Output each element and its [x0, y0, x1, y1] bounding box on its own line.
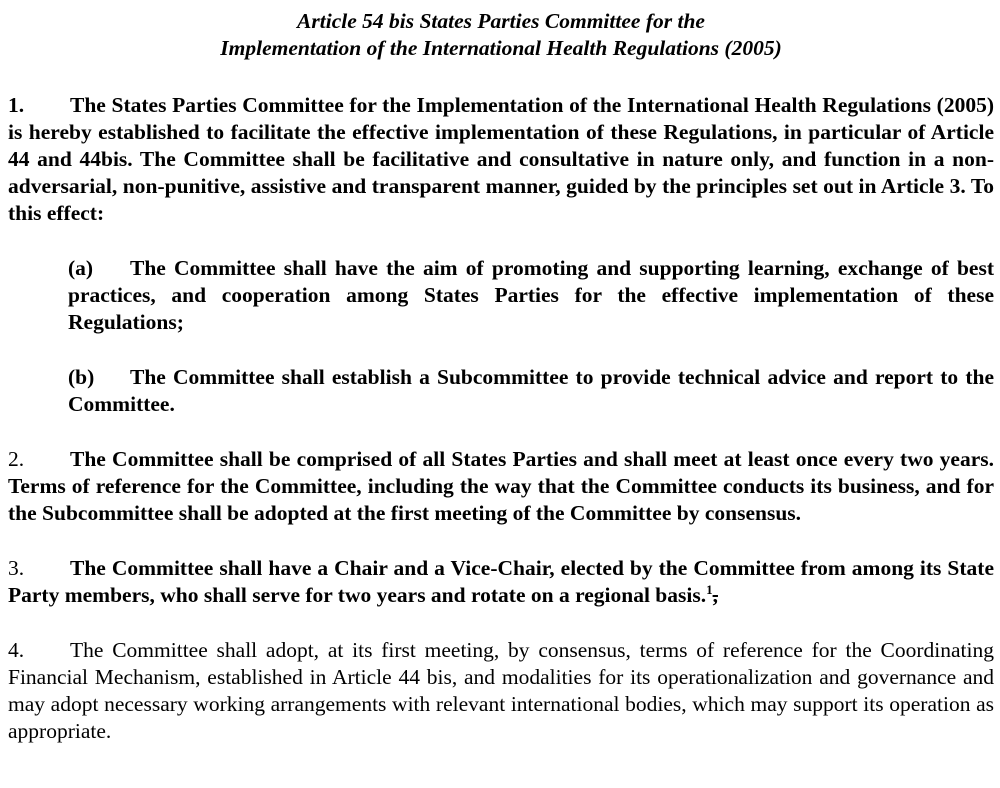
- subparagraph-b: [68, 364, 994, 418]
- paragraph-1-number: 1.: [8, 93, 25, 117]
- paragraph-1-text: The States Parties Committee for the Implementation of the International Health Regulations (2005) is hereby established to facilitate the effective implementation of these Regulations, in particular of Article 44 and 44bis. The Committee shall be facilitative and consultative in nature only, and function in a non-adversarial, non-punitive, assistive and transparent manner, guided by the principles set out in Article 3. To this effect:: [8, 93, 994, 225]
- paragraph-2-number: 2.: [8, 447, 25, 471]
- struck-comma: ,: [712, 583, 718, 607]
- paragraph-4-number: 4.: [8, 638, 25, 662]
- paragraph-4-text: The Committee shall adopt, at its first meeting, by consensus, terms of reference for the Coordinating Financial Mechanism, established in Article 44 bis, and modalities for its operationalization and governance and may adopt necessary working arrangements with relevant international bodies, which may support its operation as appropriate.: [8, 638, 994, 743]
- paragraph-3-text: The Committee shall have a Chair and a Vice-Chair, elected by the Committee from among its State Party members, who shall serve for two years and rotate on a regional basis.: [8, 556, 994, 607]
- paragraph-4: [8, 637, 994, 745]
- paragraph-3-number: 3.: [8, 556, 25, 580]
- paragraph-3: [8, 555, 994, 609]
- paragraph-2-text: The Committee shall be comprised of all States Parties and shall meet at least once every two years. Terms of reference for the Committee, including the way that the Committee conducts its business, and for the Subcommittee shall be adopted at the first meeting of the Committee by consensus.: [8, 447, 994, 525]
- subparagraph-a: [68, 255, 994, 336]
- article-title-line-1: Article 54 bis States Parties Committee for the: [297, 9, 705, 33]
- subparagraph-a-text: The Committee shall have the aim of promoting and supporting learning, exchange of best practices, and cooperation among States Parties for the effective implementation of these Regulations;: [68, 256, 994, 334]
- article-title-line-2: Implementation of the International Health Regulations (2005): [220, 36, 782, 60]
- paragraph-2: [8, 446, 994, 527]
- document-page: [8, 8, 994, 745]
- subparagraph-b-number: (b): [68, 365, 95, 389]
- footnote-marker[interactable]: 1: [706, 581, 713, 597]
- subparagraph-a-number: (a): [68, 256, 94, 280]
- paragraph-1: [8, 92, 994, 227]
- subparagraph-b-text: The Committee shall establish a Subcommittee to provide technical advice and report to the Committee.: [68, 365, 994, 416]
